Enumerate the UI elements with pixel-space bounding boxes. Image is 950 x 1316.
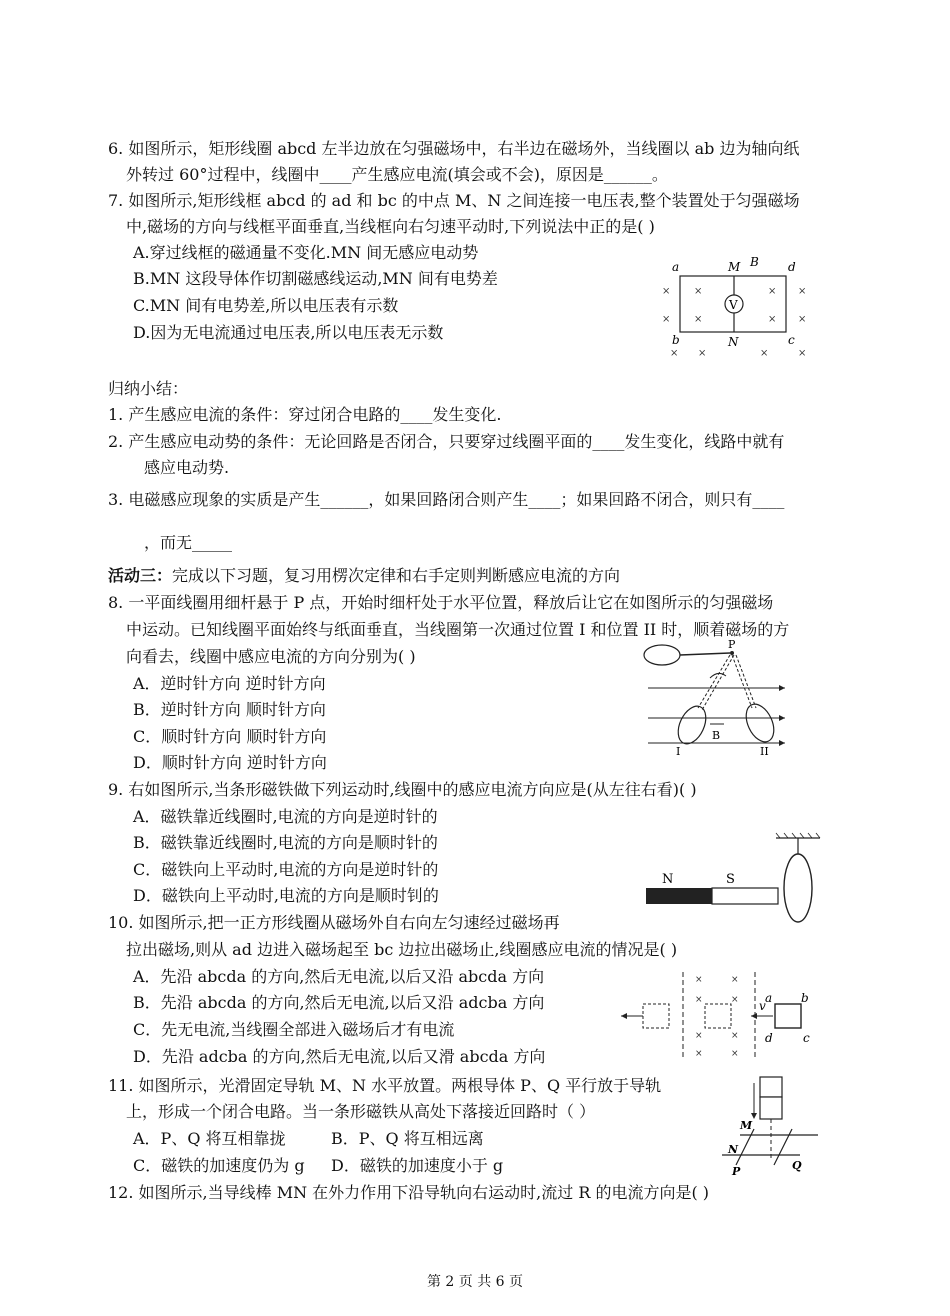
q7-fig-m: M	[728, 260, 741, 274]
q7-option-d: D.因为无电流通过电压表,所以电压表无示数	[133, 323, 444, 342]
field-x-mark: ×	[768, 286, 777, 297]
q9-option-b: B．磁铁靠近线圈时,电流的方向是顺时针的	[133, 833, 438, 852]
q8-fig-b: B	[712, 729, 721, 742]
q10-option-d: D．先沿 adcba 的方向,然后无电流,以后又滑 abcda 方向	[133, 1047, 546, 1066]
q9-fig-south: S	[726, 872, 735, 887]
q8-figure	[640, 640, 790, 760]
q7-line1: 7. 如图所示,矩形线框 abcd 的 ad 和 bc 的中点 M、N 之间连接一电压表,整个装置处于匀强磁场	[108, 191, 800, 210]
field-x-mark: ×	[662, 314, 671, 325]
q6-line1: 6. 如图所示，矩形线圈 abcd 左半边放在匀强磁场中，右半边在磁场外，当线圈以 ab 边为轴向纸	[108, 139, 800, 158]
q7-option-a: A.穿过线框的磁通量不变化.MN 间无感应电动势	[133, 243, 479, 262]
q10-field-marks	[695, 975, 739, 1059]
q9-option-c: C．磁铁向上平动时,电流的方向是逆时针的	[133, 860, 439, 879]
field-x-mark: ×	[694, 314, 703, 325]
q7-fig-b-field: B	[750, 255, 759, 269]
q11-figure	[718, 1073, 828, 1178]
q10-option-c: C．先无电流,当线圈全部进入磁场后才有电流	[133, 1020, 455, 1039]
q11-line2: 上，形成一个闭合电路。当一条形磁铁从高处下落接近回路时（ ）	[126, 1102, 596, 1121]
q11-line1: 11. 如图所示，光滑固定导轨 M、N 水平放置。两根导体 P、Q 平行放于导轨	[108, 1076, 662, 1095]
q11-option-c: C．磁铁的加速度仍为 g	[133, 1156, 305, 1175]
summary-title: 归纳小结：	[108, 379, 189, 398]
q7-fig-n: N	[728, 335, 739, 349]
field-x-mark: ×	[662, 286, 671, 297]
q9-line1: 9. 右如图所示,当条形磁铁做下列运动时,线圈中的感应电流方向应是(从左往右看)( )	[108, 780, 697, 799]
q7-fig-a: a	[672, 260, 680, 274]
field-x-mark: ×	[768, 314, 777, 325]
q8-fig-pos-2: II	[760, 745, 769, 758]
q7-fig-d: d	[788, 260, 796, 274]
q8-fig-p: P	[728, 638, 736, 651]
q11-fig-n: N	[728, 1143, 739, 1156]
q10-figure	[615, 968, 815, 1060]
q10-fig-v: v	[759, 999, 766, 1013]
q7-fig-c: c	[788, 333, 795, 347]
q11-option-b: B．P、Q 将互相远离	[331, 1129, 484, 1148]
q8-line1: 8. 一平面线圈用细杆悬于 P 点，开始时细杆处于水平位置，释放后让它在如图所示的匀强磁场	[108, 593, 774, 612]
activity3-label: 活动三：	[108, 566, 173, 585]
q10-option-b: B．先沿 abcda 的方向,然后无电流,以后又沿 adcba 方向	[133, 993, 545, 1012]
q9-option-a: A．磁铁靠近线圈时,电流的方向是逆时针的	[133, 807, 438, 826]
q11-fig-m: M	[740, 1119, 753, 1132]
q8-option-b: B．逆时针方向 顺时针方向	[133, 700, 326, 719]
q9-option-d: D．磁铁向上平动时,电流的方向是顺时钊的	[133, 886, 439, 905]
q7-figure	[650, 250, 820, 360]
q7-fig-v-label: V	[729, 298, 738, 312]
q8-line3: 向看去，线圈中感应电流的方向分别为( )	[126, 647, 416, 666]
q10-fig-d: d	[765, 1031, 773, 1045]
q8-line2: 中运动。已知线圈平面始终与纸面垂直，当线圈第一次通过位置 I 和位置 II 时，顺着磁场的方	[126, 620, 790, 639]
field-x-mark: ×	[698, 348, 707, 359]
q10-fig-c: c	[803, 1031, 810, 1045]
q12-line1: 12. 如图所示,当导线棒 MN 在外力作用下沿导轨向右运动时,流过 R 的电流方向是( )	[108, 1183, 710, 1202]
q8-option-c: C．顺时针方向 顺时针方向	[133, 727, 327, 746]
svg-text:×: ×	[695, 975, 703, 985]
q11-fig-q: Q	[792, 1159, 802, 1172]
field-x-mark: ×	[670, 348, 679, 359]
svg-text:×: ×	[731, 1049, 739, 1059]
svg-text:×: ×	[695, 995, 703, 1005]
activity3-text: 完成以下习题，复习用楞次定律和右手定则判断感应电流的方向	[172, 566, 621, 585]
q11-fig-p: P	[732, 1165, 741, 1178]
summary-item-3a: 3. 电磁感应现象的实质是产生______，如果回路闭合则产生____；如果回路不闭合，则只有____	[108, 490, 785, 509]
q10-option-a: A．先沿 abcda 的方向,然后无电流,以后又沿 abcda 方向	[133, 967, 545, 986]
q10-fig-a: a	[765, 991, 773, 1005]
page-footer: 第 2 页 共 6 页	[426, 1274, 524, 1290]
svg-text:×: ×	[731, 995, 739, 1005]
q11-option-a: A．P、Q 将互相靠拢	[133, 1129, 286, 1148]
svg-text:×: ×	[695, 1031, 703, 1041]
svg-text:×: ×	[695, 1049, 703, 1059]
q7-option-c: C.MN 间有电势差,所以电压表有示数	[133, 296, 399, 315]
q6-line2: 外转过 60°过程中，线圈中____产生感应电流(填会或不会)，原因是______。	[126, 165, 668, 184]
q8-fig-pos-1: I	[676, 745, 681, 758]
q10-fig-b: b	[801, 991, 809, 1005]
q10-line1: 10. 如图所示,把一正方形线圈从磁场外自右向左匀速经过磁场再	[108, 913, 560, 932]
q7-line2: 中,磁场的方向与线框平面垂直,当线框向右匀速平动时,下列说法中正的是( )	[126, 217, 655, 236]
q10-line2: 拉出磁场,则从 ad 边进入磁场起至 bc 边拉出磁场止,线圈感应电流的情况是( )	[126, 940, 678, 959]
q9-figure	[640, 832, 830, 932]
svg-text:×: ×	[731, 975, 739, 985]
summary-item-2b: 感应电动势.	[144, 458, 230, 477]
field-x-mark: ×	[798, 348, 807, 359]
q11-option-d: D．磁铁的加速度小于 g	[331, 1156, 504, 1175]
field-x-mark: ×	[760, 348, 769, 359]
q7-fig-b: b	[672, 333, 680, 347]
field-x-mark: ×	[798, 286, 807, 297]
field-x-mark: ×	[694, 286, 703, 297]
summary-item-3b: ，而无_____	[144, 533, 233, 552]
q7-option-b: B.MN 这段导体作切割磁感线运动,MN 间有电势差	[133, 269, 498, 288]
q9-fig-north: N	[662, 872, 674, 887]
summary-item-1: 1. 产生感应电流的条件：穿过闭合电路的____发生变化.	[108, 405, 502, 424]
summary-item-2a: 2. 产生感应电动势的条件：无论回路是否闭合，只要穿过线圈平面的____发生变化，线路中就有	[108, 432, 785, 451]
activity3-heading	[108, 565, 620, 587]
svg-text:×: ×	[731, 1031, 739, 1041]
field-x-mark: ×	[798, 314, 807, 325]
q8-option-a: A．逆时针方向 逆时针方向	[133, 674, 326, 693]
q8-option-d: D．顺时针方向 逆时针方向	[133, 753, 327, 772]
